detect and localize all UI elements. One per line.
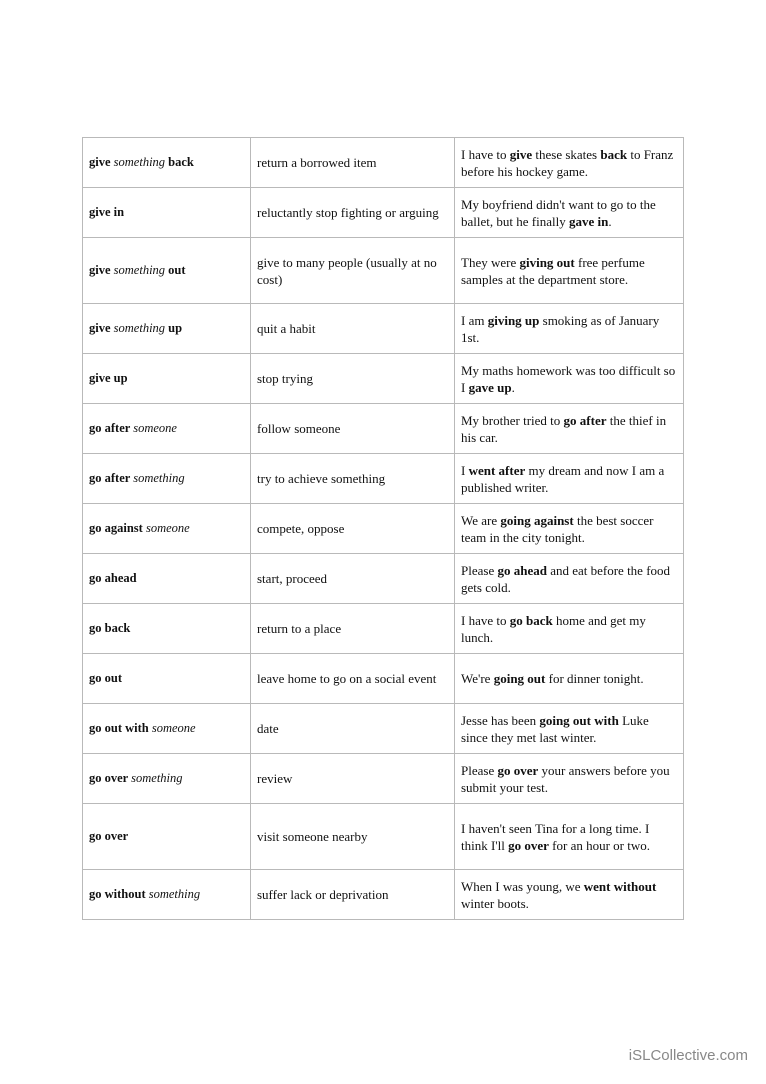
table-body bbox=[83, 138, 684, 920]
example-cell: My boyfriend didn't want to go to the ballet, but he finally gave in. bbox=[455, 188, 684, 238]
meaning-cell: date bbox=[251, 704, 455, 754]
table-row bbox=[83, 454, 684, 504]
meaning-cell: suffer lack or deprivation bbox=[251, 870, 455, 920]
table-row bbox=[83, 238, 684, 304]
example-cell: We are going against the best soccer team in the city tonight. bbox=[455, 504, 684, 554]
example-cell: I have to give these skates back to Franz before his hockey game. bbox=[455, 138, 684, 188]
watermark: iSLCollective.com bbox=[628, 1047, 748, 1064]
phrasal-verb-cell: give something back bbox=[83, 138, 251, 188]
phrasal-verb-cell: go after someone bbox=[83, 404, 251, 454]
phrasal-verb-cell: go back bbox=[83, 604, 251, 654]
table-row bbox=[83, 404, 684, 454]
phrasal-verb-cell: go out with someone bbox=[83, 704, 251, 754]
phrasal-verb-cell: go ahead bbox=[83, 554, 251, 604]
table-row bbox=[83, 870, 684, 920]
table-row bbox=[83, 804, 684, 870]
meaning-cell: review bbox=[251, 754, 455, 804]
table-row bbox=[83, 188, 684, 238]
meaning-cell: return a borrowed item bbox=[251, 138, 455, 188]
meaning-cell: stop trying bbox=[251, 354, 455, 404]
phrasal-verb-cell: go after something bbox=[83, 454, 251, 504]
phrasal-verbs-table bbox=[82, 137, 684, 920]
example-cell: I am giving up smoking as of January 1st. bbox=[455, 304, 684, 354]
phrasal-verb-cell: give something out bbox=[83, 238, 251, 304]
table-row bbox=[83, 304, 684, 354]
example-cell: We're going out for dinner tonight. bbox=[455, 654, 684, 704]
phrasal-verb-cell: go over bbox=[83, 804, 251, 870]
meaning-cell: try to achieve something bbox=[251, 454, 455, 504]
example-cell: My maths homework was too difficult so I gave up. bbox=[455, 354, 684, 404]
table-row bbox=[83, 754, 684, 804]
phrasal-verb-cell: go without something bbox=[83, 870, 251, 920]
meaning-cell: start, proceed bbox=[251, 554, 455, 604]
example-cell: Please go ahead and eat before the food gets cold. bbox=[455, 554, 684, 604]
table-row bbox=[83, 704, 684, 754]
phrasal-verb-cell: go against someone bbox=[83, 504, 251, 554]
example-cell: Please go over your answers before you submit your test. bbox=[455, 754, 684, 804]
meaning-cell: leave home to go on a social event bbox=[251, 654, 455, 704]
phrasal-verb-cell: give something up bbox=[83, 304, 251, 354]
meaning-cell: reluctantly stop fighting or arguing bbox=[251, 188, 455, 238]
example-cell: Jesse has been going out with Luke since they met last winter. bbox=[455, 704, 684, 754]
phrasal-verb-cell: go over something bbox=[83, 754, 251, 804]
meaning-cell: give to many people (usually at no cost) bbox=[251, 238, 455, 304]
phrasal-verb-cell: give in bbox=[83, 188, 251, 238]
table-row bbox=[83, 604, 684, 654]
phrasal-verb-cell: go out bbox=[83, 654, 251, 704]
table-row bbox=[83, 654, 684, 704]
meaning-cell: compete, oppose bbox=[251, 504, 455, 554]
meaning-cell: follow someone bbox=[251, 404, 455, 454]
example-cell: My brother tried to go after the thief in his car. bbox=[455, 404, 684, 454]
meaning-cell: quit a habit bbox=[251, 304, 455, 354]
meaning-cell: return to a place bbox=[251, 604, 455, 654]
example-cell: They were giving out free perfume samples at the department store. bbox=[455, 238, 684, 304]
example-cell: I haven't seen Tina for a long time. I think I'll go over for an hour or two. bbox=[455, 804, 684, 870]
table-row bbox=[83, 138, 684, 188]
table-row bbox=[83, 554, 684, 604]
example-cell: I have to go back home and get my lunch. bbox=[455, 604, 684, 654]
example-cell: I went after my dream and now I am a published writer. bbox=[455, 454, 684, 504]
table-row bbox=[83, 354, 684, 404]
example-cell: When I was young, we went without winter boots. bbox=[455, 870, 684, 920]
phrasal-verb-cell: give up bbox=[83, 354, 251, 404]
table-row bbox=[83, 504, 684, 554]
meaning-cell: visit someone nearby bbox=[251, 804, 455, 870]
